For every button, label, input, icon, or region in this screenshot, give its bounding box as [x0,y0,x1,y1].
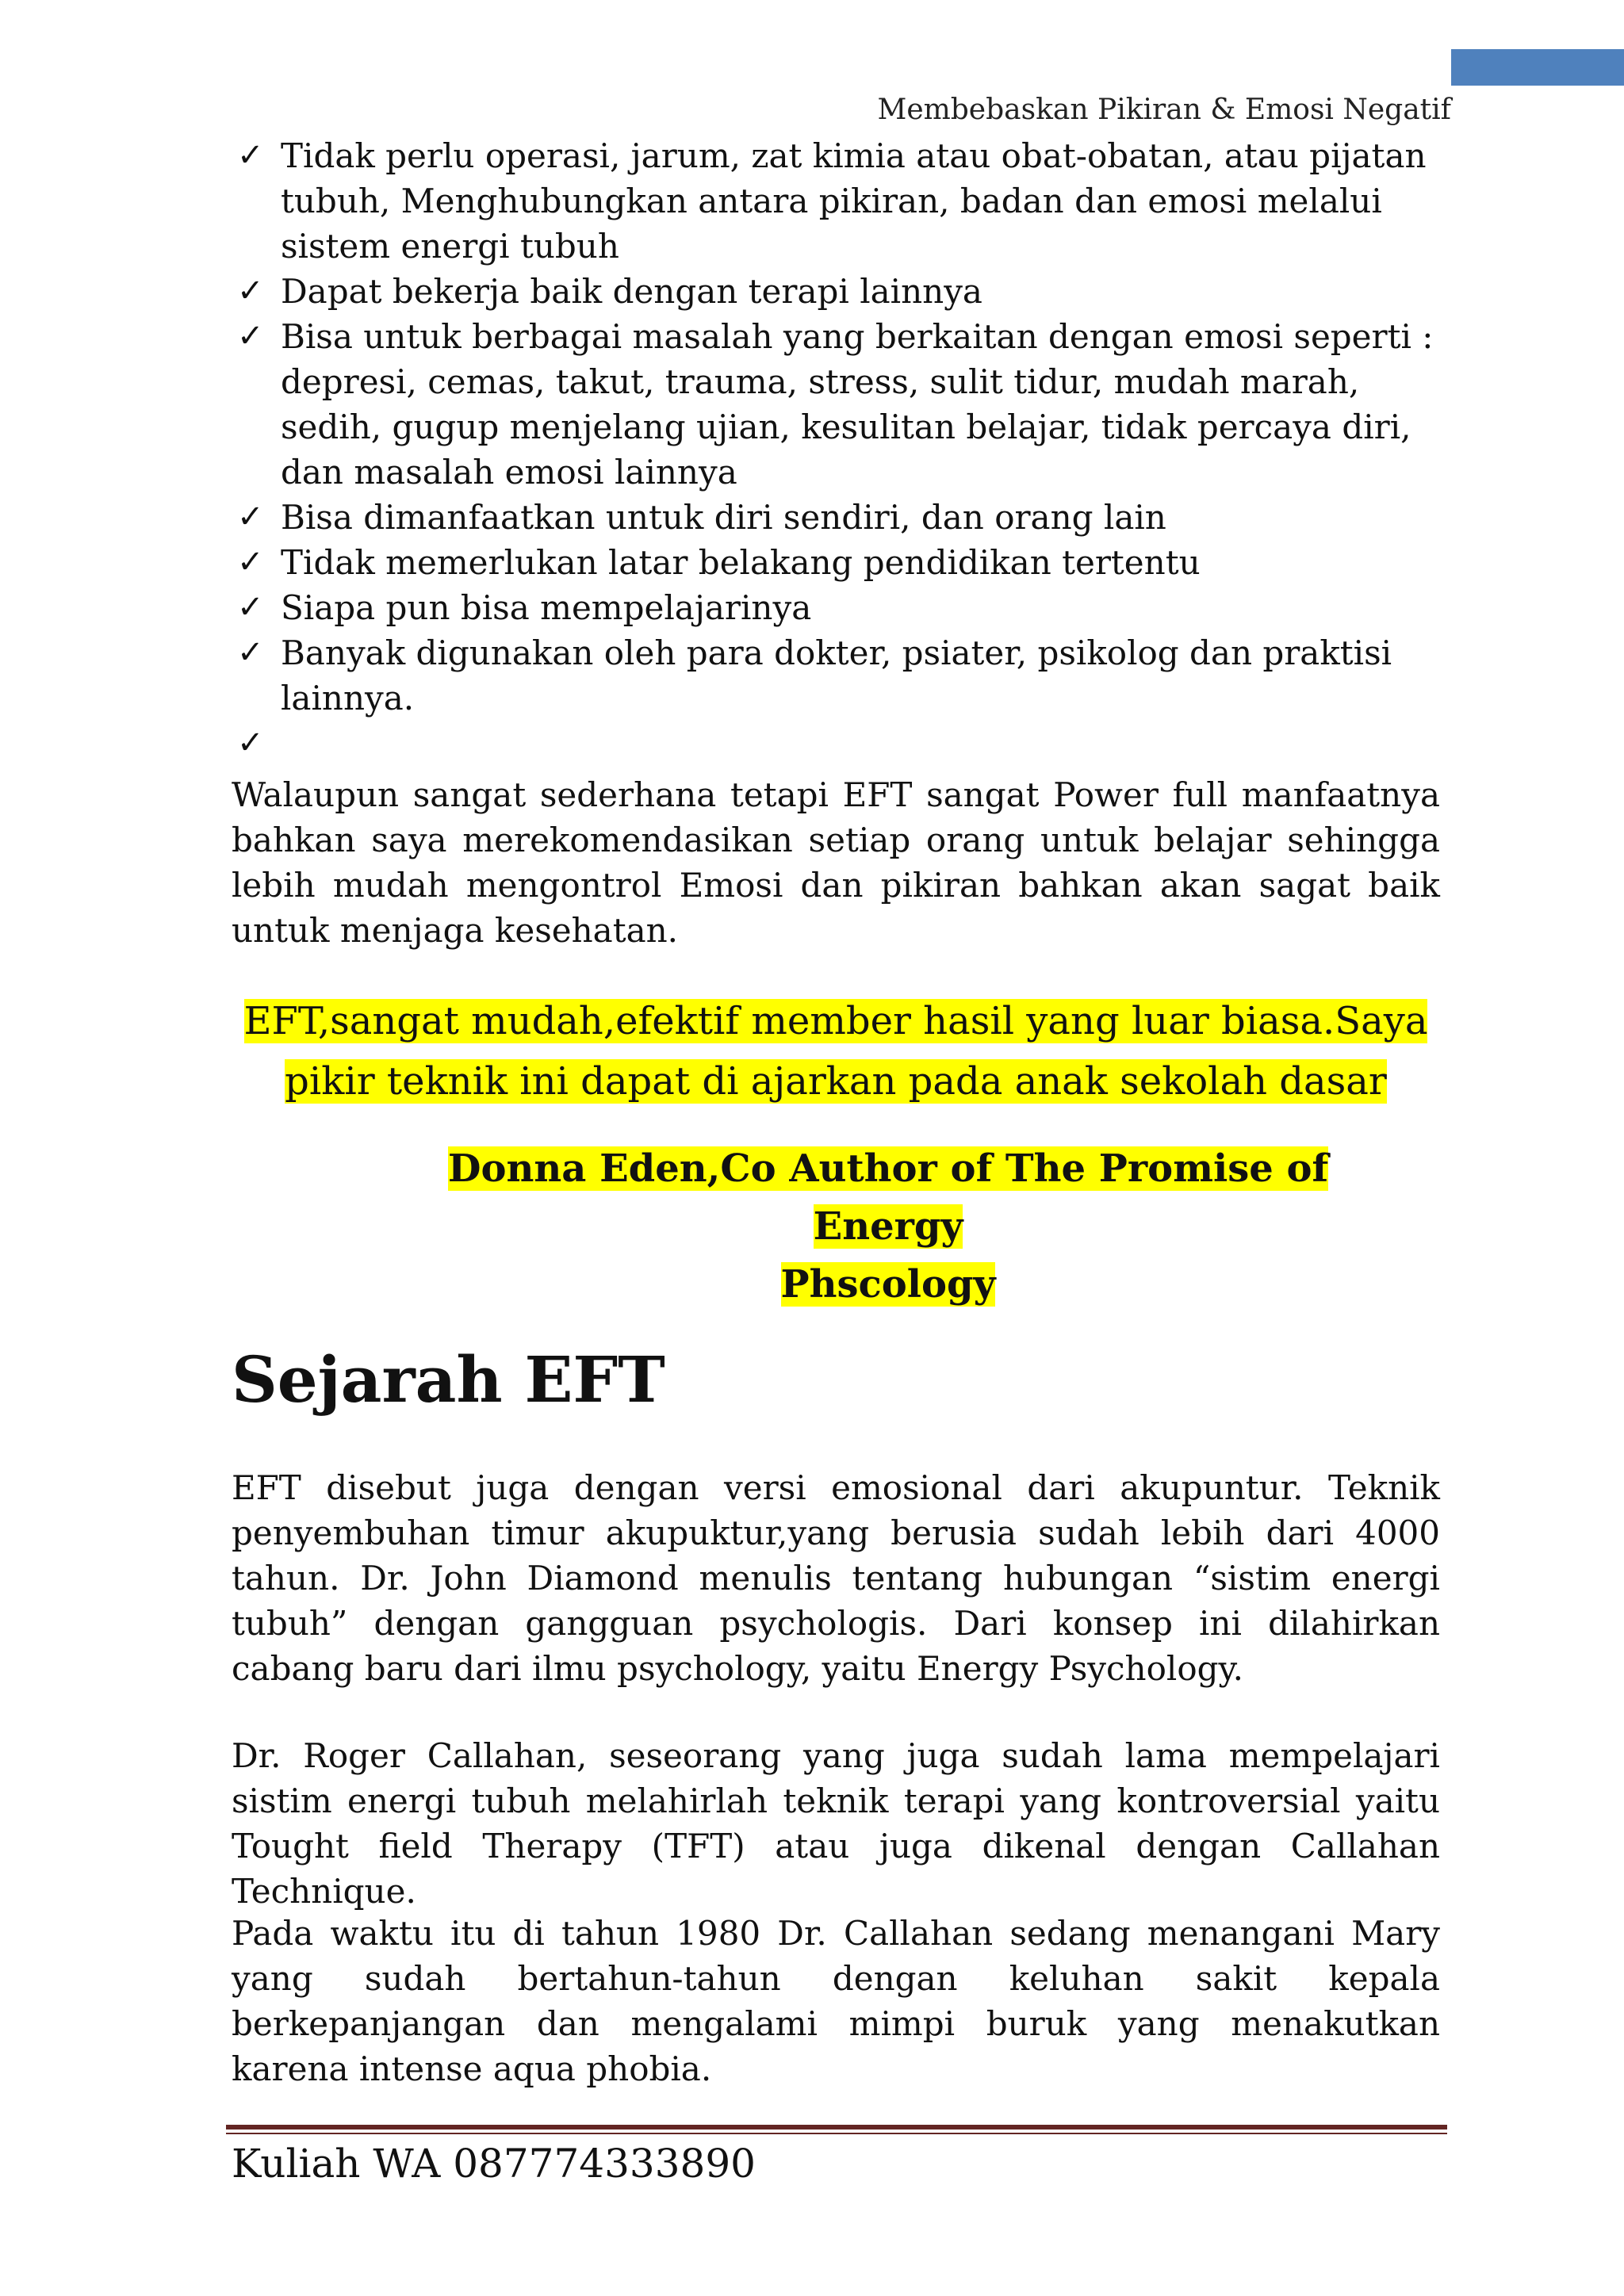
checklist-item-text: Banyak digunakan oleh para dokter, psiater, psikolog dan praktisi lainnya. [281,633,1392,718]
footer-rule-thin [226,2133,1447,2134]
checklist-item [237,269,1438,314]
checklist-item-text: Tidak memerlukan latar belakang pendidikan tertentu [281,543,1201,582]
checkmark-icon: ✓ [237,273,264,309]
checkmark-icon: ✓ [237,725,264,761]
attribution-line: Donna Eden,Co Author of The Promise of Energy [447,1146,1329,1249]
attribution-line: Phscology [780,1262,996,1307]
checklist-item [237,630,1438,721]
checklist-item [237,133,1438,269]
checklist-item-text: Dapat bekerja baik dengan terapi lainnya [281,272,982,311]
intro-paragraph: Walaupun sangat sederhana tetapi EFT sangat Power full manfaatnya bahkan saya merekomendasikan setiap orang untuk belajar sehingga lebih mudah mengontrol Emosi dan pikiran bahkan akan sagat baik untuk menjaga kesehatan. [232,775,1440,950]
benefits-checklist [237,133,1438,766]
page-corner-tab [1451,49,1624,86]
section-title: Sejarah EFT [232,1342,665,1417]
quote-line: pikir teknik ini dapat di ajarkan pada anak sekolah dasar [285,1059,1387,1104]
checklist-item-text: Siapa pun bisa mempelajarinya [281,588,812,627]
history-paragraph: EFT disebut juga dengan versi emosional dari akupuntur. Teknik penyembuhan timur akupuktur,yang berusia sudah lebih dari 4000 tahun. Dr. John Diamond menulis tentang hubungan “sistim energi tubuh” dengan gangguan psychologis. Dari konsep ini dilahirkan cabang baru dari ilmu psychology, yaitu Energy Psychology. [232,1468,1440,1688]
checkmark-icon: ✓ [237,544,264,580]
checkmark-icon: ✓ [237,634,264,671]
history-paragraph: Pada waktu itu di tahun 1980 Dr. Callahan sedang menangani Mary yang sudah bertahun-tahun dengan keluhan sakit kepala berkepanjangan dan mengalami mimpi buruk yang menakutkan karena intense aqua phobia. [232,1914,1440,2088]
checklist-item-text: Bisa dimanfaatkan untuk diri sendiri, dan orang lain [281,498,1166,537]
checklist-item-text: Bisa untuk berbagai masalah yang berkaitan dengan emosi seperti : depresi, cemas, takut, trauma, stress, sulit tidur, mudah marah, sedih, gugup menjelang ujian, kesulitan belajar, tidak percaya diri, dan masalah emosi lainnya [281,317,1434,492]
history-paragraph: Dr. Roger Callahan, seseorang yang juga sudah lama mempelajari sistim energi tubuh melahirlah teknik terapi yang kontroversial yaitu Tought field Therapy (TFT) atau juga dikenal dengan Callahan Technique. [232,1736,1440,1911]
checklist-item [237,585,1438,630]
checklist-item-empty [237,721,1438,766]
checklist-item [237,495,1438,540]
footer-rule-thick [226,2125,1447,2130]
checklist-item-text: Tidak perlu operasi, jarum, zat kimia atau obat-obatan, atau pijatan tubuh, Menghubungkan antara pikiran, badan dan emosi melalui sistem energi tubuh [281,136,1427,266]
checkmark-icon: ✓ [237,499,264,535]
checkmark-icon: ✓ [237,589,264,626]
running-header: Membebaskan Pikiran & Emosi Negatif [877,94,1451,126]
checklist-item [237,314,1438,495]
checklist-item [237,540,1438,585]
quote-block [232,991,1440,1112]
footer-text: Kuliah WA 087774333890 [232,2141,756,2187]
checkmark-icon: ✓ [237,137,264,174]
quote-line: EFT,sangat mudah,efektif member hasil yang luar biasa.Saya [243,999,1428,1043]
quote-attribution [396,1140,1380,1314]
checkmark-icon: ✓ [237,318,264,354]
